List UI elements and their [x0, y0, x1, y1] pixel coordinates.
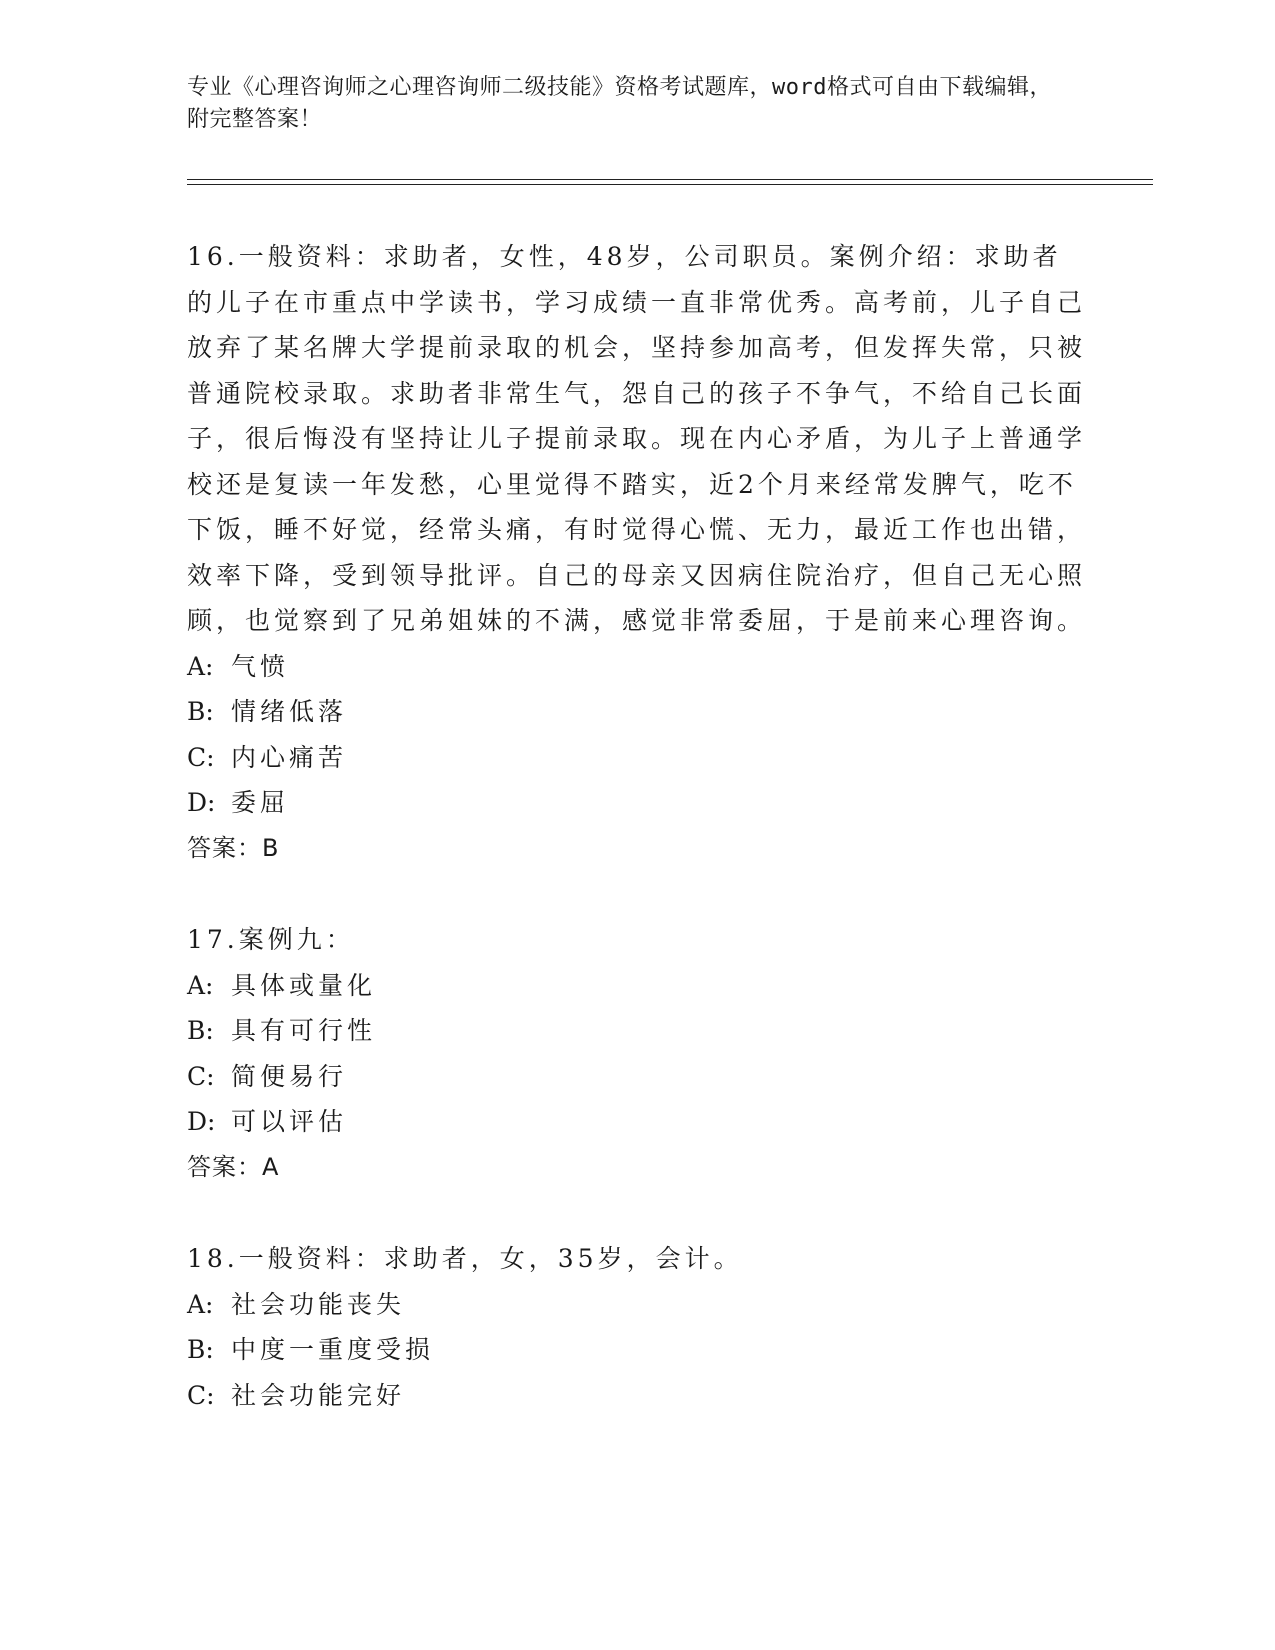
- option-text: 中度一重度受损: [231, 1335, 435, 1364]
- question-stem: [187, 917, 1087, 963]
- question-16: [187, 234, 1087, 871]
- option-text: 社会功能完好: [231, 1380, 406, 1410]
- option-label: B:: [187, 1016, 214, 1045]
- header-divider-bottom: [187, 184, 1153, 185]
- question-stem: [187, 1236, 1087, 1282]
- question-spacer: [187, 1190, 1087, 1236]
- option-text: 委屈: [231, 788, 290, 817]
- question-text: 案例九：: [238, 925, 355, 954]
- document-header: 专业《心理咨询师之心理咨询师二级技能》资格考试题库，word格式可自由下载编辑，附完整答案！: [187, 75, 1052, 132]
- option-a: [187, 644, 1087, 690]
- option-text: 具体或量化: [231, 970, 377, 1000]
- question-list: [187, 234, 1087, 1418]
- option-b: [187, 689, 1087, 735]
- question-text: 一般资料：求助者，女，35岁，会计。: [238, 1244, 743, 1273]
- option-text: 可以评估: [231, 1107, 348, 1136]
- question-spacer: [187, 871, 1087, 917]
- option-text: 气愤: [231, 651, 290, 681]
- option-c: [187, 1054, 1087, 1100]
- option-text: 具有可行性: [231, 1016, 377, 1045]
- option-label: D:: [187, 1107, 216, 1136]
- option-text: 社会功能丧失: [231, 1289, 406, 1319]
- option-label: C:: [187, 742, 215, 772]
- question-18: [187, 1236, 1087, 1418]
- option-label: A:: [187, 1289, 214, 1319]
- option-label: C:: [187, 1061, 215, 1091]
- option-text: 内心痛苦: [231, 742, 348, 772]
- option-text: 情绪低落: [231, 697, 348, 726]
- question-17: [187, 917, 1087, 1190]
- option-c: [187, 735, 1087, 781]
- option-label: B:: [187, 697, 214, 726]
- option-c: [187, 1373, 1087, 1419]
- question-number: 17.: [187, 925, 239, 954]
- option-d: [187, 780, 1087, 826]
- option-d: [187, 1099, 1087, 1145]
- option-label: A:: [187, 651, 214, 681]
- question-text: 一般资料：求助者，女性，48岁，公司职员。案例介绍：求助者的儿子在市重点中学读书，学习成绩一直非常优秀。高考前，儿子自己放弃了某名牌大学提前录取的机会，坚持参加高考，但发挥失常，只被普通院校录取。求助者非常生气，怨自己的孩子不争气，不给自己长面子，很后悔没有坚持让儿子提前录取。现在内心矛盾，为儿子上普通学校还是复读一年发愁，心里觉得不踏实，近2个月来经常发脾气，吃不下饭，睡不好觉，经常头痛，有时觉得心慌、无力，最近工作也出错，效率下降，受到领导批评。自己的母亲又因病住院治疗，但自己无心照顾，也觉察到了兄弟姐妹的不满，感觉非常委屈，于是前来心理咨询。: [187, 242, 1087, 635]
- option-b: [187, 1008, 1087, 1054]
- option-label: A:: [187, 970, 214, 1000]
- answer-line: 答案：A: [187, 1152, 280, 1181]
- option-label: D:: [187, 788, 216, 817]
- answer-line: 答案：B: [187, 833, 280, 862]
- question-number: 18.: [187, 1244, 239, 1273]
- option-label: B:: [187, 1335, 214, 1364]
- option-a: [187, 1282, 1087, 1328]
- option-b: [187, 1327, 1087, 1373]
- question-number: 16.: [187, 242, 239, 271]
- question-stem: [187, 234, 1087, 644]
- header-divider-top: [187, 179, 1153, 180]
- option-text: 简便易行: [231, 1061, 348, 1091]
- option-label: C:: [187, 1380, 215, 1410]
- option-a: [187, 963, 1087, 1009]
